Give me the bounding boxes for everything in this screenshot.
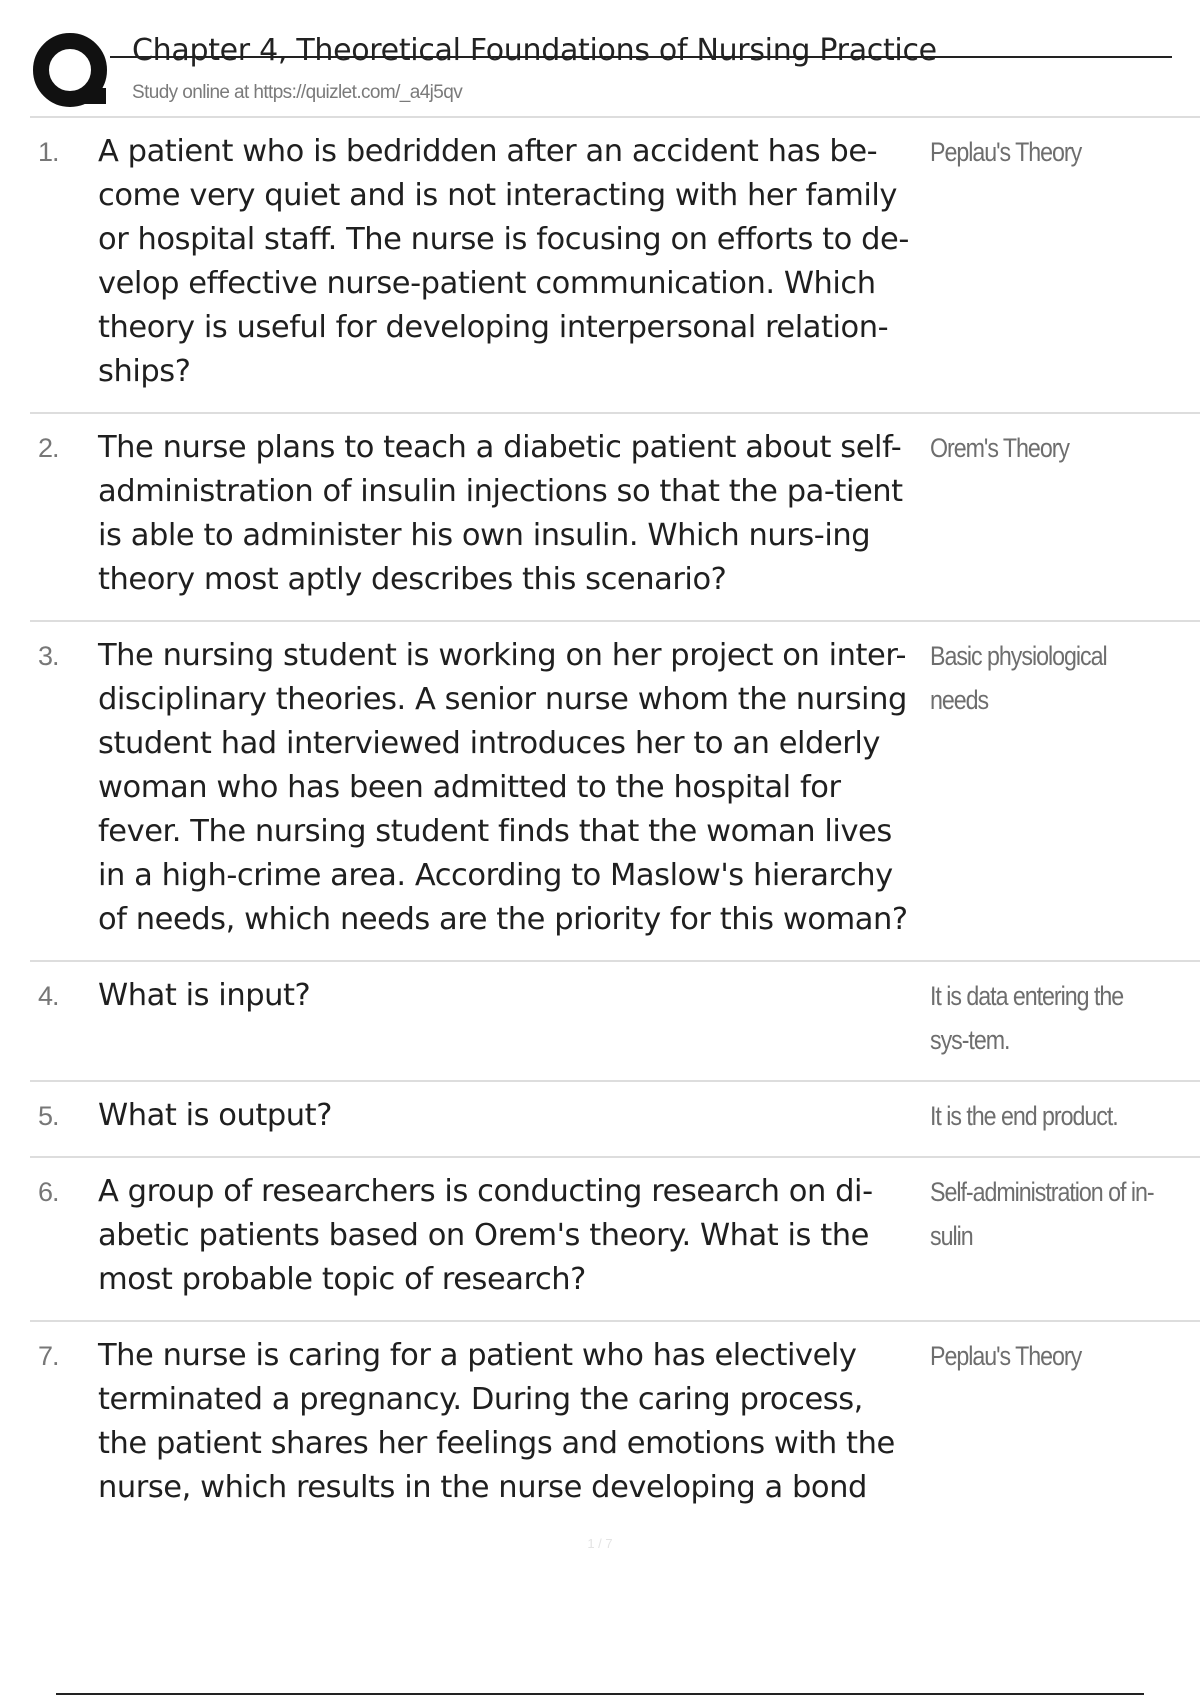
- page-header: [32, 30, 1142, 118]
- page-indicator: 1 / 7: [587, 1536, 613, 1551]
- page-title: Chapter 4, Theoretical Foundations of Nursing Practice: [132, 33, 937, 68]
- flashcard-list: [30, 116, 1200, 1528]
- flashcard-row: [30, 1322, 1200, 1528]
- flashcard-row: [30, 1158, 1200, 1322]
- flashcard-row: [30, 962, 1200, 1082]
- flashcard-row: [30, 622, 1200, 962]
- flashcard-row: [30, 1082, 1200, 1158]
- card-term: The nurse is caring for a patient who has electively terminated a pregnancy. During the caring process, the patient shares her feelings and emotions with the nurse, which results in the nurse developing a bond: [98, 1338, 895, 1505]
- quizlet-q-logo-icon: [32, 32, 112, 112]
- card-definition: It is data entering the sys-tem.: [930, 981, 1124, 1055]
- flashcard-row: [30, 414, 1200, 622]
- card-definition: Peplau's Theory: [930, 137, 1082, 167]
- card-term: The nursing student is working on her project on inter-disciplinary theories. A senior nurse whom the nursing student had interviewed introduces her to an elderly woman who has been admitted to the hospital for fever. The nursing student finds that the woman lives in a high-crime area. According to Maslow's hierarchy of needs, which needs are the priority for this woman?: [98, 638, 908, 937]
- study-online-link[interactable]: Study online at https://quizlet.com/_a4j5qv: [132, 82, 463, 103]
- card-number: 6.: [38, 1177, 59, 1207]
- card-number: 5.: [38, 1101, 59, 1131]
- card-number: 4.: [38, 981, 59, 1011]
- card-definition: Self-administration of in-sulin: [930, 1177, 1154, 1251]
- card-definition: Orem's Theory: [930, 433, 1069, 463]
- card-number: 1.: [38, 137, 59, 167]
- card-term: What is input?: [98, 978, 311, 1013]
- card-definition: Peplau's Theory: [930, 1341, 1082, 1371]
- card-definition: Basic physiological needs: [930, 641, 1107, 715]
- card-number: 7.: [38, 1341, 59, 1371]
- footer-divider: [56, 1693, 1144, 1695]
- card-number: 3.: [38, 641, 59, 671]
- card-term: The nurse plans to teach a diabetic patient about self-administration of insulin injections so that the pa-tient is able to administer his own insulin. Which nurs-ing theory most aptly describes this scenario?: [98, 430, 903, 597]
- card-definition: It is the end product.: [930, 1101, 1118, 1131]
- flashcard-row: [30, 118, 1200, 414]
- card-term: A group of researchers is conducting research on di-abetic patients based on Orem's theory. What is the most probable topic of research?: [98, 1174, 873, 1297]
- card-term: What is output?: [98, 1098, 332, 1133]
- card-number: 2.: [38, 433, 59, 463]
- card-term: A patient who is bedridden after an accident has be-come very quiet and is not interacting with her family or hospital staff. The nurse is focusing on efforts to de-velop effective nurse-patient communication. Which theory is useful for developing interpersonal relation-ships?: [98, 134, 909, 389]
